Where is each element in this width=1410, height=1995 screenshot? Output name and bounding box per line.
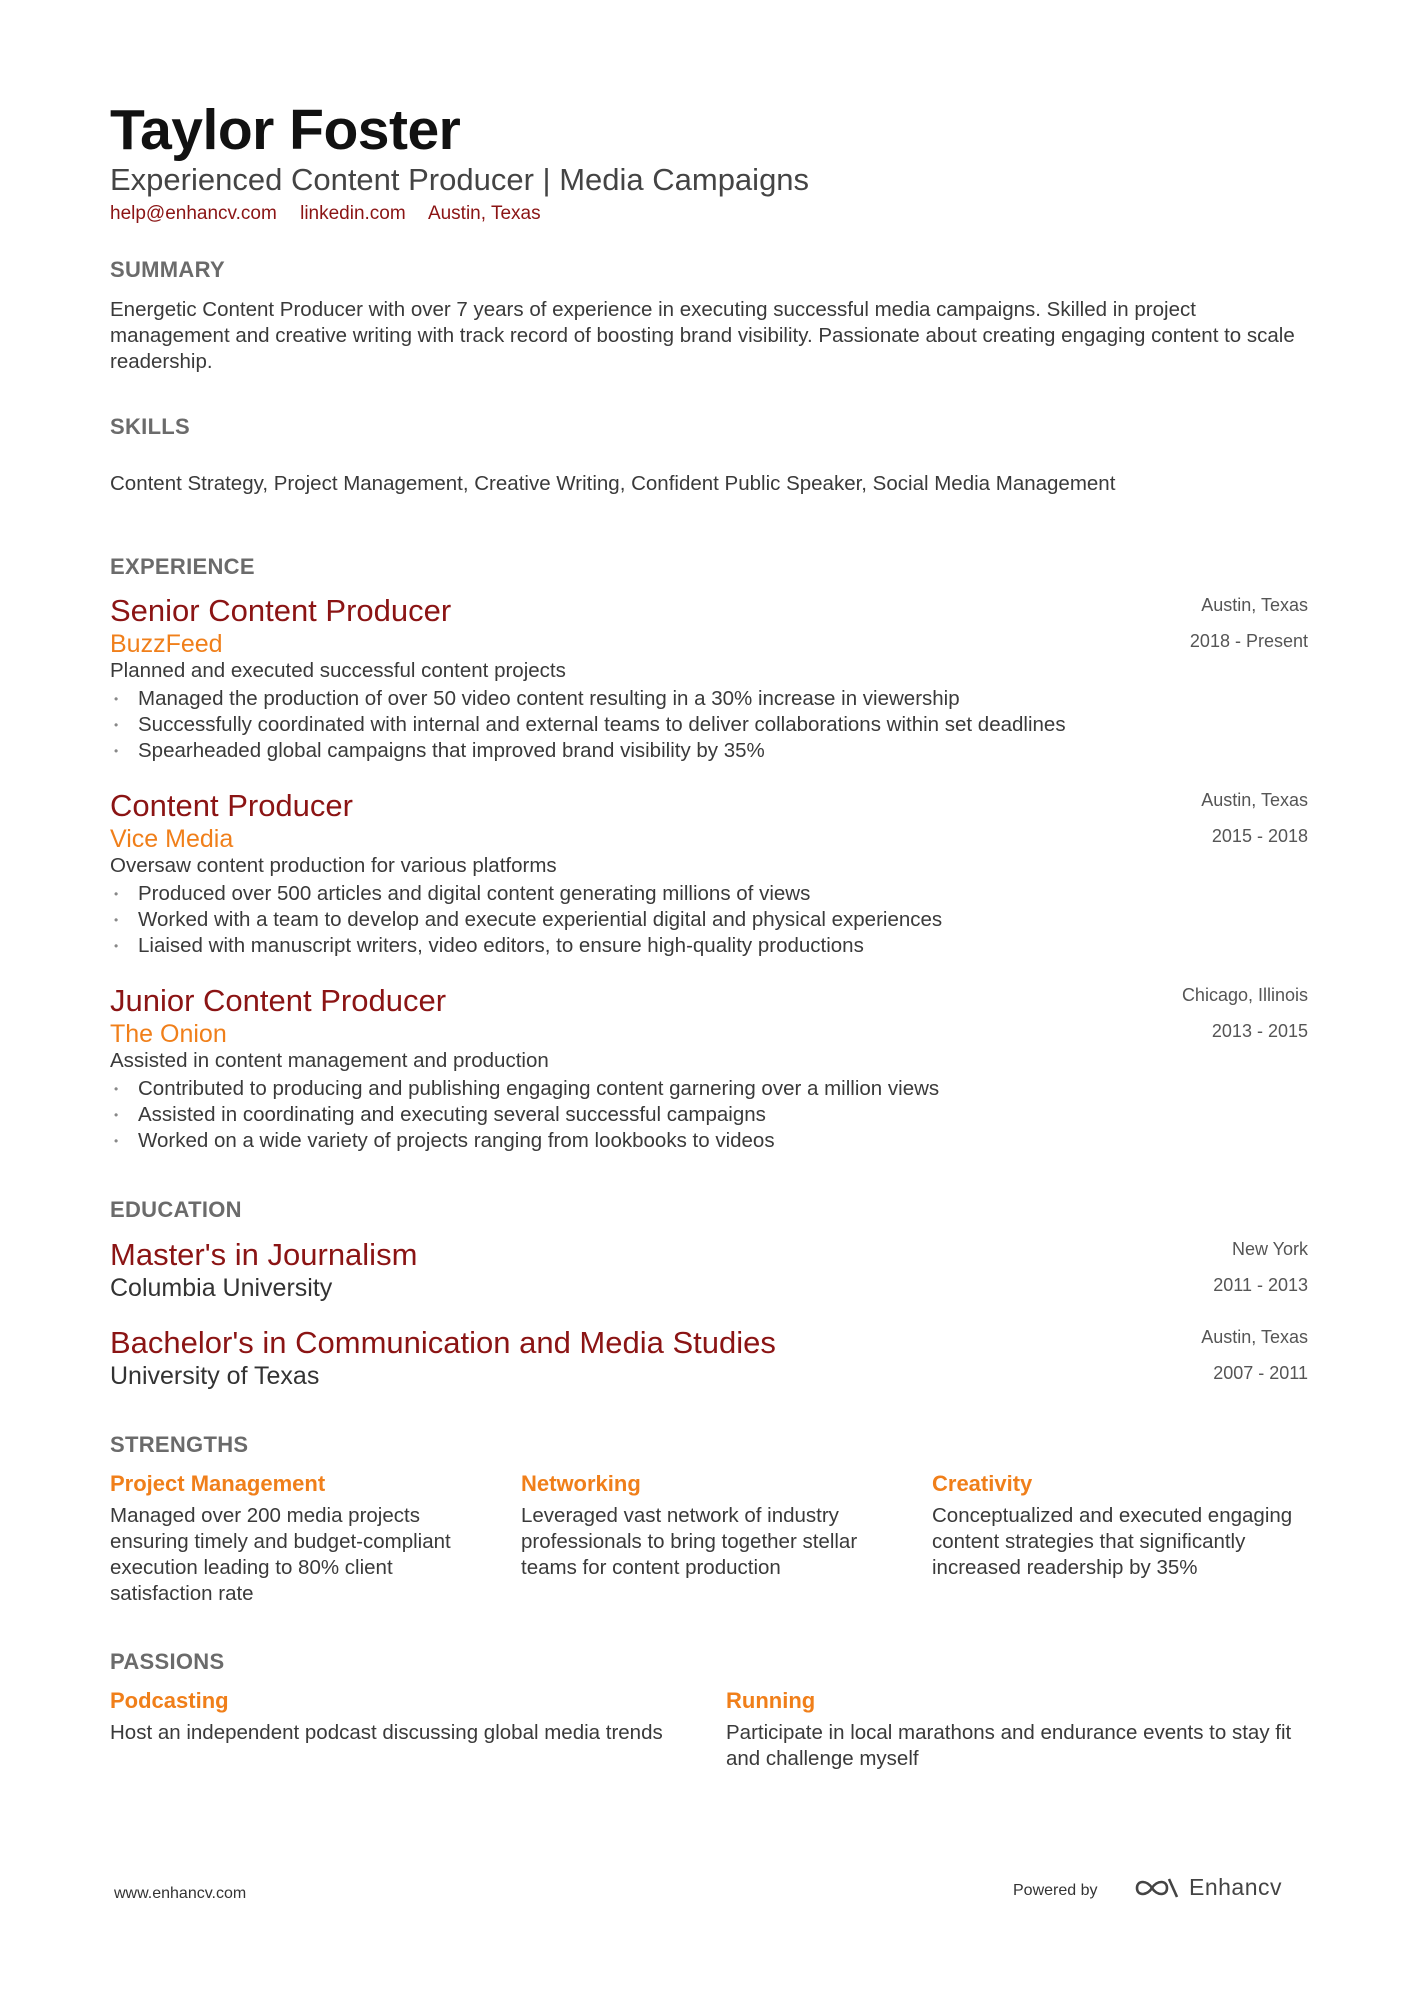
passion-text: Participate in local marathons and endurance events to stay fit and challenge myself	[726, 1721, 1292, 1770]
email-link[interactable]: help@enhancv.com	[110, 203, 277, 224]
footer-url[interactable]: www.enhancv.com	[114, 1885, 247, 1902]
job-title: Content Producer	[110, 788, 353, 823]
resume-page	[110, 0, 1308, 1995]
bullet-item: • Worked on a wide variety of projects ranging from lookbooks to videos	[110, 1128, 939, 1154]
bullet-item: • Managed the production of over 50 video content resulting in a 30% increase in viewership	[110, 686, 1066, 712]
enhancv-logo[interactable]	[1133, 1874, 1282, 1901]
summary-heading: SUMMARY	[110, 257, 225, 282]
bullet-item: • Assisted in coordinating and executing several successful campaigns	[110, 1102, 939, 1128]
bullet-item: • Worked with a team to develop and execute experiential digital and physical experiences	[110, 907, 942, 933]
school-dates: 2011 - 2013	[1213, 1275, 1308, 1295]
passion-title: Running	[726, 1688, 816, 1713]
job-title: Junior Content Producer	[110, 983, 447, 1018]
job-bullets	[110, 881, 942, 959]
job-title: Senior Content Producer	[110, 593, 452, 628]
powered-by-label: Powered by	[1013, 1882, 1098, 1899]
passion-text: Host an independent podcast discussing global media trends	[110, 1721, 663, 1744]
company-name: The Onion	[110, 1020, 227, 1048]
bullet-item: • Spearheaded global campaigns that improved brand visibility by 35%	[110, 738, 1066, 764]
strength-title: Project Management	[110, 1471, 326, 1496]
skills-heading: SKILLS	[110, 414, 191, 439]
school-location: Austin, Texas	[1201, 1327, 1308, 1347]
school-name: Columbia University	[110, 1274, 333, 1302]
bullet-item: • Liaised with manuscript writers, video editors, to ensure high-quality productions	[110, 933, 942, 959]
summary-text: Energetic Content Producer with over 7 years of experience in executing successful media campaigns. Skilled in project management and creative writing with track record of boosting brand visibility. Passionate about creating engaging content to scale readership.	[110, 298, 1295, 373]
degree-title: Master's in Journalism	[110, 1237, 418, 1272]
bullet-item: • Successfully coordinated with internal and external teams to deliver collaborations within set deadlines	[110, 712, 1066, 738]
candidate-headline: Experienced Content Producer | Media Campaigns	[110, 162, 810, 197]
job-location: Austin, Texas	[1201, 595, 1308, 615]
passions-heading: PASSIONS	[110, 1649, 225, 1674]
job-dates: 2015 - 2018	[1211, 826, 1308, 846]
skills-text: Content Strategy, Project Management, Creative Writing, Confident Public Speaker, Social Media Management	[110, 472, 1116, 495]
school-dates: 2007 - 2011	[1213, 1363, 1308, 1383]
education-heading: EDUCATION	[110, 1197, 242, 1222]
bullet-item: • Contributed to producing and publishing engaging content garnering over a million views	[110, 1076, 939, 1102]
job-description: Planned and executed successful content projects	[110, 659, 566, 682]
strength-text: Leveraged vast network of industry professionals to bring together stellar teams for content production	[521, 1504, 858, 1579]
school-location: New York	[1231, 1239, 1308, 1259]
job-description: Assisted in content management and production	[110, 1049, 549, 1072]
strength-title: Creativity	[932, 1471, 1033, 1496]
bullet-item: • Produced over 500 articles and digital content generating millions of views	[110, 881, 942, 907]
school-name: University of Texas	[110, 1362, 320, 1390]
job-location: Austin, Texas	[1201, 790, 1308, 810]
enhancv-logo-icon	[1133, 1875, 1181, 1901]
strength-title: Networking	[521, 1471, 641, 1496]
job-dates: 2013 - 2015	[1211, 1021, 1308, 1041]
experience-heading: EXPERIENCE	[110, 554, 255, 579]
strength-text: Conceptualized and executed engaging content strategies that significantly increased readership by 35%	[932, 1504, 1293, 1579]
company-name: BuzzFeed	[110, 630, 223, 658]
job-dates: 2018 - Present	[1189, 631, 1308, 651]
job-description: Oversaw content production for various platforms	[110, 854, 557, 877]
degree-title: Bachelor's in Communication and Media Studies	[110, 1325, 776, 1360]
linkedin-link[interactable]: linkedin.com	[300, 203, 406, 224]
passion-title: Podcasting	[110, 1688, 229, 1713]
job-bullets	[110, 686, 1066, 764]
candidate-name: Taylor Foster	[110, 98, 461, 162]
company-name: Vice Media	[110, 825, 234, 853]
strength-text: Managed over 200 media projects ensuring timely and budget-compliant execution leading to 80% client satisfaction rate	[110, 1504, 451, 1605]
strengths-heading: STRENGTHS	[110, 1432, 249, 1457]
job-bullets	[110, 1076, 939, 1154]
contact-line	[110, 201, 559, 227]
enhancv-brand-text: Enhancv	[1189, 1874, 1283, 1900]
location-text: Austin, Texas	[427, 203, 541, 224]
job-location: Chicago, Illinois	[1181, 985, 1308, 1005]
